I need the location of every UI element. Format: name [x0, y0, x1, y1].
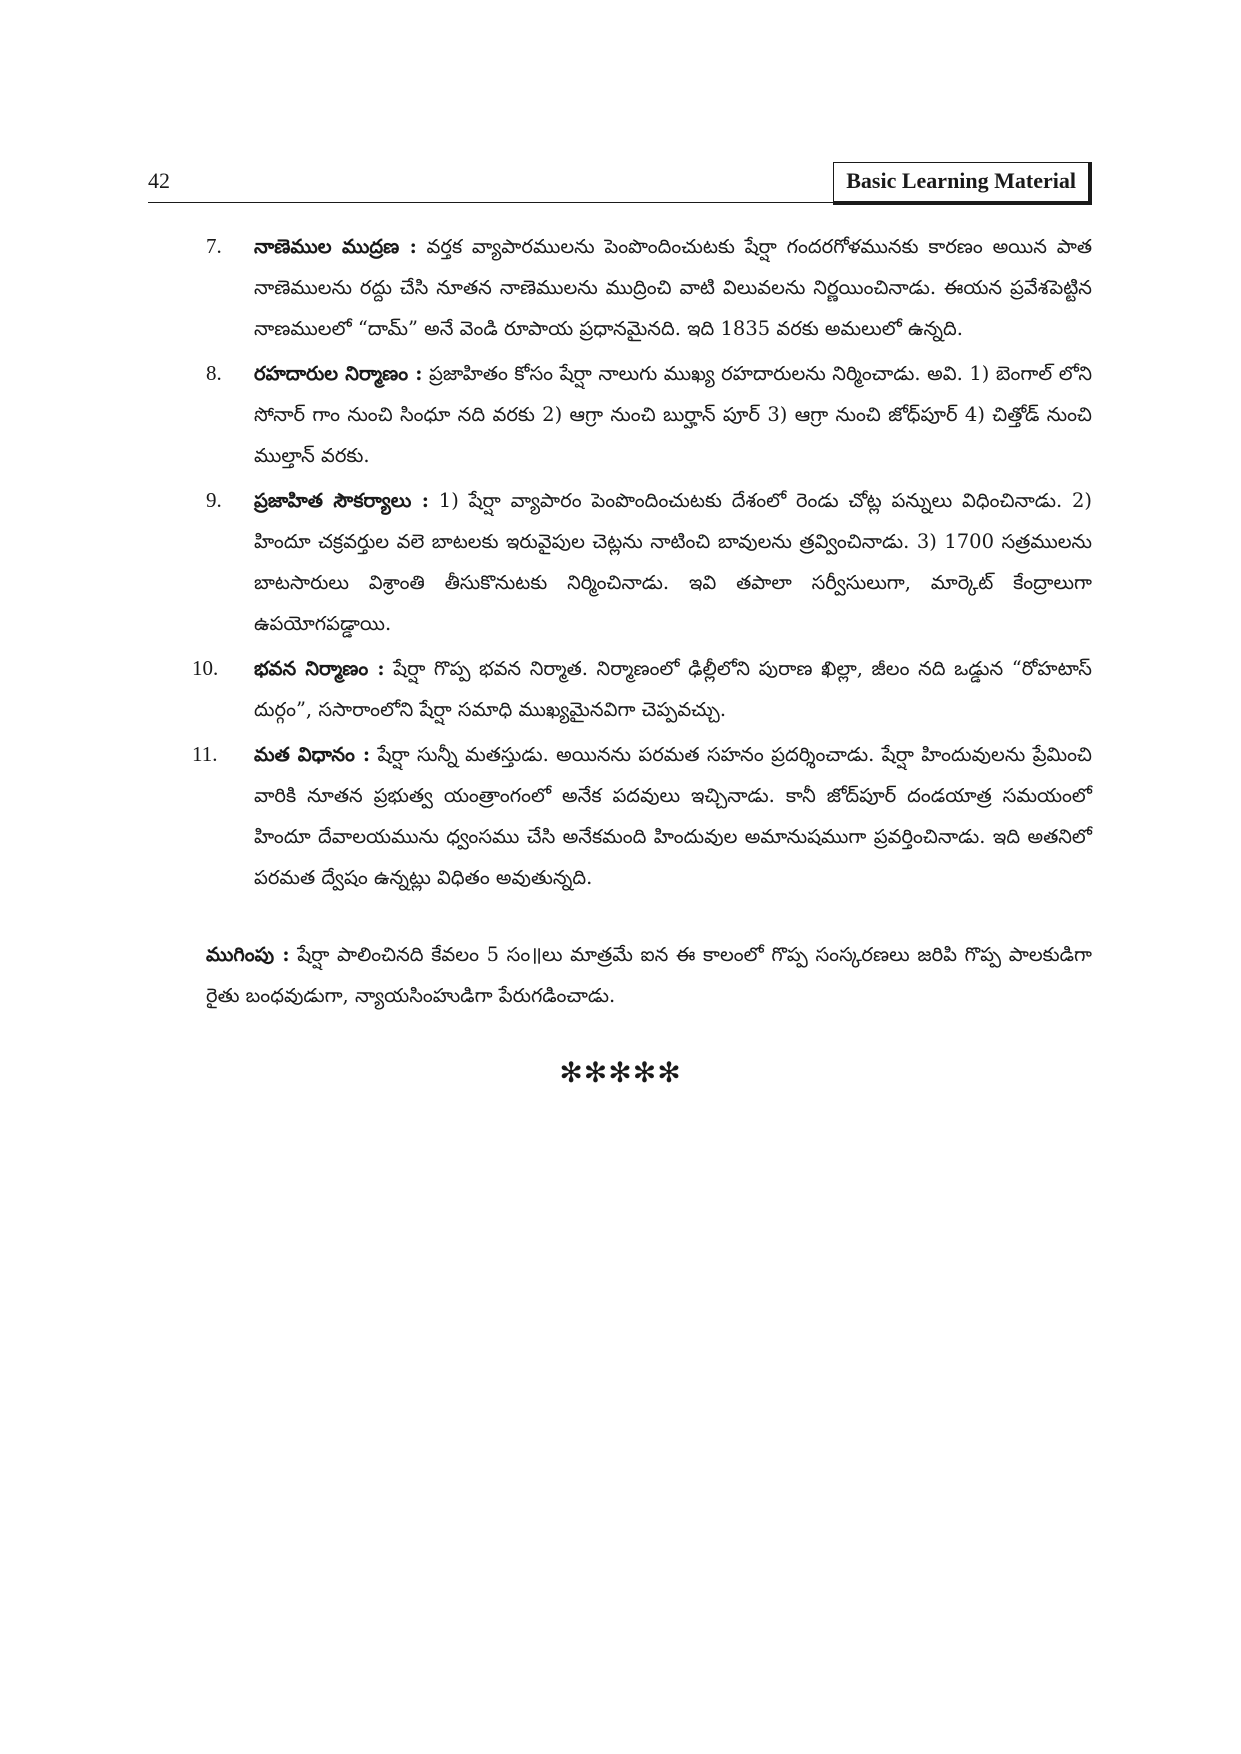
page-header	[148, 162, 1092, 204]
item-heading: మత విధానం :	[254, 743, 371, 766]
list-item-8	[208, 353, 1092, 476]
item-number: 9.	[206, 488, 222, 512]
item-text: షేర్షా గొప్ప భవన నిర్మాత. నిర్మాణంలో ఢిల్లీలోని పురాణ ఖిల్లా, జీలం నది ఒడ్డున “రోహటాస్ దుర్గం”, ససారాంలోని షేర్షా సమాధి ముఖ్యమైనవిగా చెప్పవచ్చు.	[254, 657, 1092, 721]
item-heading: నాణెముల ముద్రణ :	[254, 235, 417, 258]
item-text: 1) షేర్షా వ్యాపారం పెంపొందించుటకు దేశంలో రెండు చోట్ల పన్నులు విధించినాడు. 2) హిందూ చక్రవర్తుల వలె బాటలకు ఇరువైపుల చెట్లను నాటించి బావులను త్రవ్వించినాడు. 3) 1700 సత్రములను బాటసారులు విశ్రాంతి తీసుకొనుటకు నిర్మించినాడు. ఇవి తపాలా సర్వీసులుగా, మార్కెట్ కేంద్రాలుగా ఉపయోగపడ్డాయి.	[254, 489, 1092, 635]
item-number: 11.	[192, 742, 218, 766]
item-number: 10.	[192, 656, 219, 680]
item-text: షేర్షా సున్నీ మతస్తుడు. అయినను పరమత సహనం ప్రదర్శించాడు. షేర్షా హిందువులను ప్రేమించి వారికి నూతన ప్రభుత్వ యంత్రాంగంలో అనేక పదవులు ఇచ్చినాడు. కానీ జోద్‌పూర్ దండయాత్ర సమయంలో హిందూ దేవాలయమును ధ్వంసము చేసి అనేకమంది హిందువుల అమానుషముగా ప్రవర్తించినాడు. ఇది అతనిలో పరమత ద్వేషం ఉన్నట్లు విధితం అవుతున్నది.	[254, 743, 1092, 889]
conclusion-paragraph	[206, 934, 1092, 1016]
list-item-7	[208, 226, 1092, 349]
item-text: ప్రజాహితం కోసం షేర్షా నాలుగు ముఖ్య రహదారులను నిర్మించాడు. అవి. 1) బెంగాల్ లోని సోనార్ గాం నుంచి సింధూ నది వరకు 2) ఆగ్రా నుంచి బుర్హాన్ పూర్ 3) ఆగ్రా నుంచి జోధ్‌పూర్ 4) చిత్తోడ్ నుంచి ముల్తాన్ వరకు.	[254, 362, 1093, 467]
end-of-section-mark: ✻✻✻✻✻	[559, 1056, 682, 1089]
running-title-box: Basic Learning Material	[833, 162, 1092, 205]
page-number: 42	[148, 168, 170, 193]
item-heading: ప్రజాహిత సౌకర్యాలు :	[254, 489, 429, 512]
item-heading: భవన నిర్మాణం :	[254, 657, 385, 680]
item-text: వర్తక వ్యాపారములను పెంపొందించుటకు షేర్షా గందరగోళమునకు కారణం అయిన పాత నాణెములను రద్దు చేసి నూతన నాణెములను ముద్రించి వాటి విలువలను నిర్ణయించినాడు. ఈయన ప్రవేశపెట్టిన నాణములలో “దామ్” అనే వెండి రూపాయ ప్రధానమైనది. ఇది 1835 వరకు అమలులో ఉన్నది.	[254, 235, 1092, 340]
conclusion-text: షేర్షా పాలించినది కేవలం 5 సం॥లు మాత్రమే ఐన ఈ కాలంలో గొప్ప సంస్కరణలు జరిపి గొప్ప పాలకుడిగా రైతు బంధవుడుగా, న్యాయసింహుడిగా పేరుగడించాడు.	[206, 943, 1092, 1007]
item-heading: రహదారుల నిర్మాణం :	[254, 362, 423, 385]
body-content	[192, 226, 1093, 902]
item-number: 8.	[206, 361, 222, 385]
item-number: 7.	[206, 234, 222, 258]
list-item-9	[208, 480, 1092, 644]
conclusion-heading: ముగింపు :	[206, 943, 290, 966]
list-item-11	[192, 734, 1092, 898]
list-item-10	[192, 648, 1092, 730]
